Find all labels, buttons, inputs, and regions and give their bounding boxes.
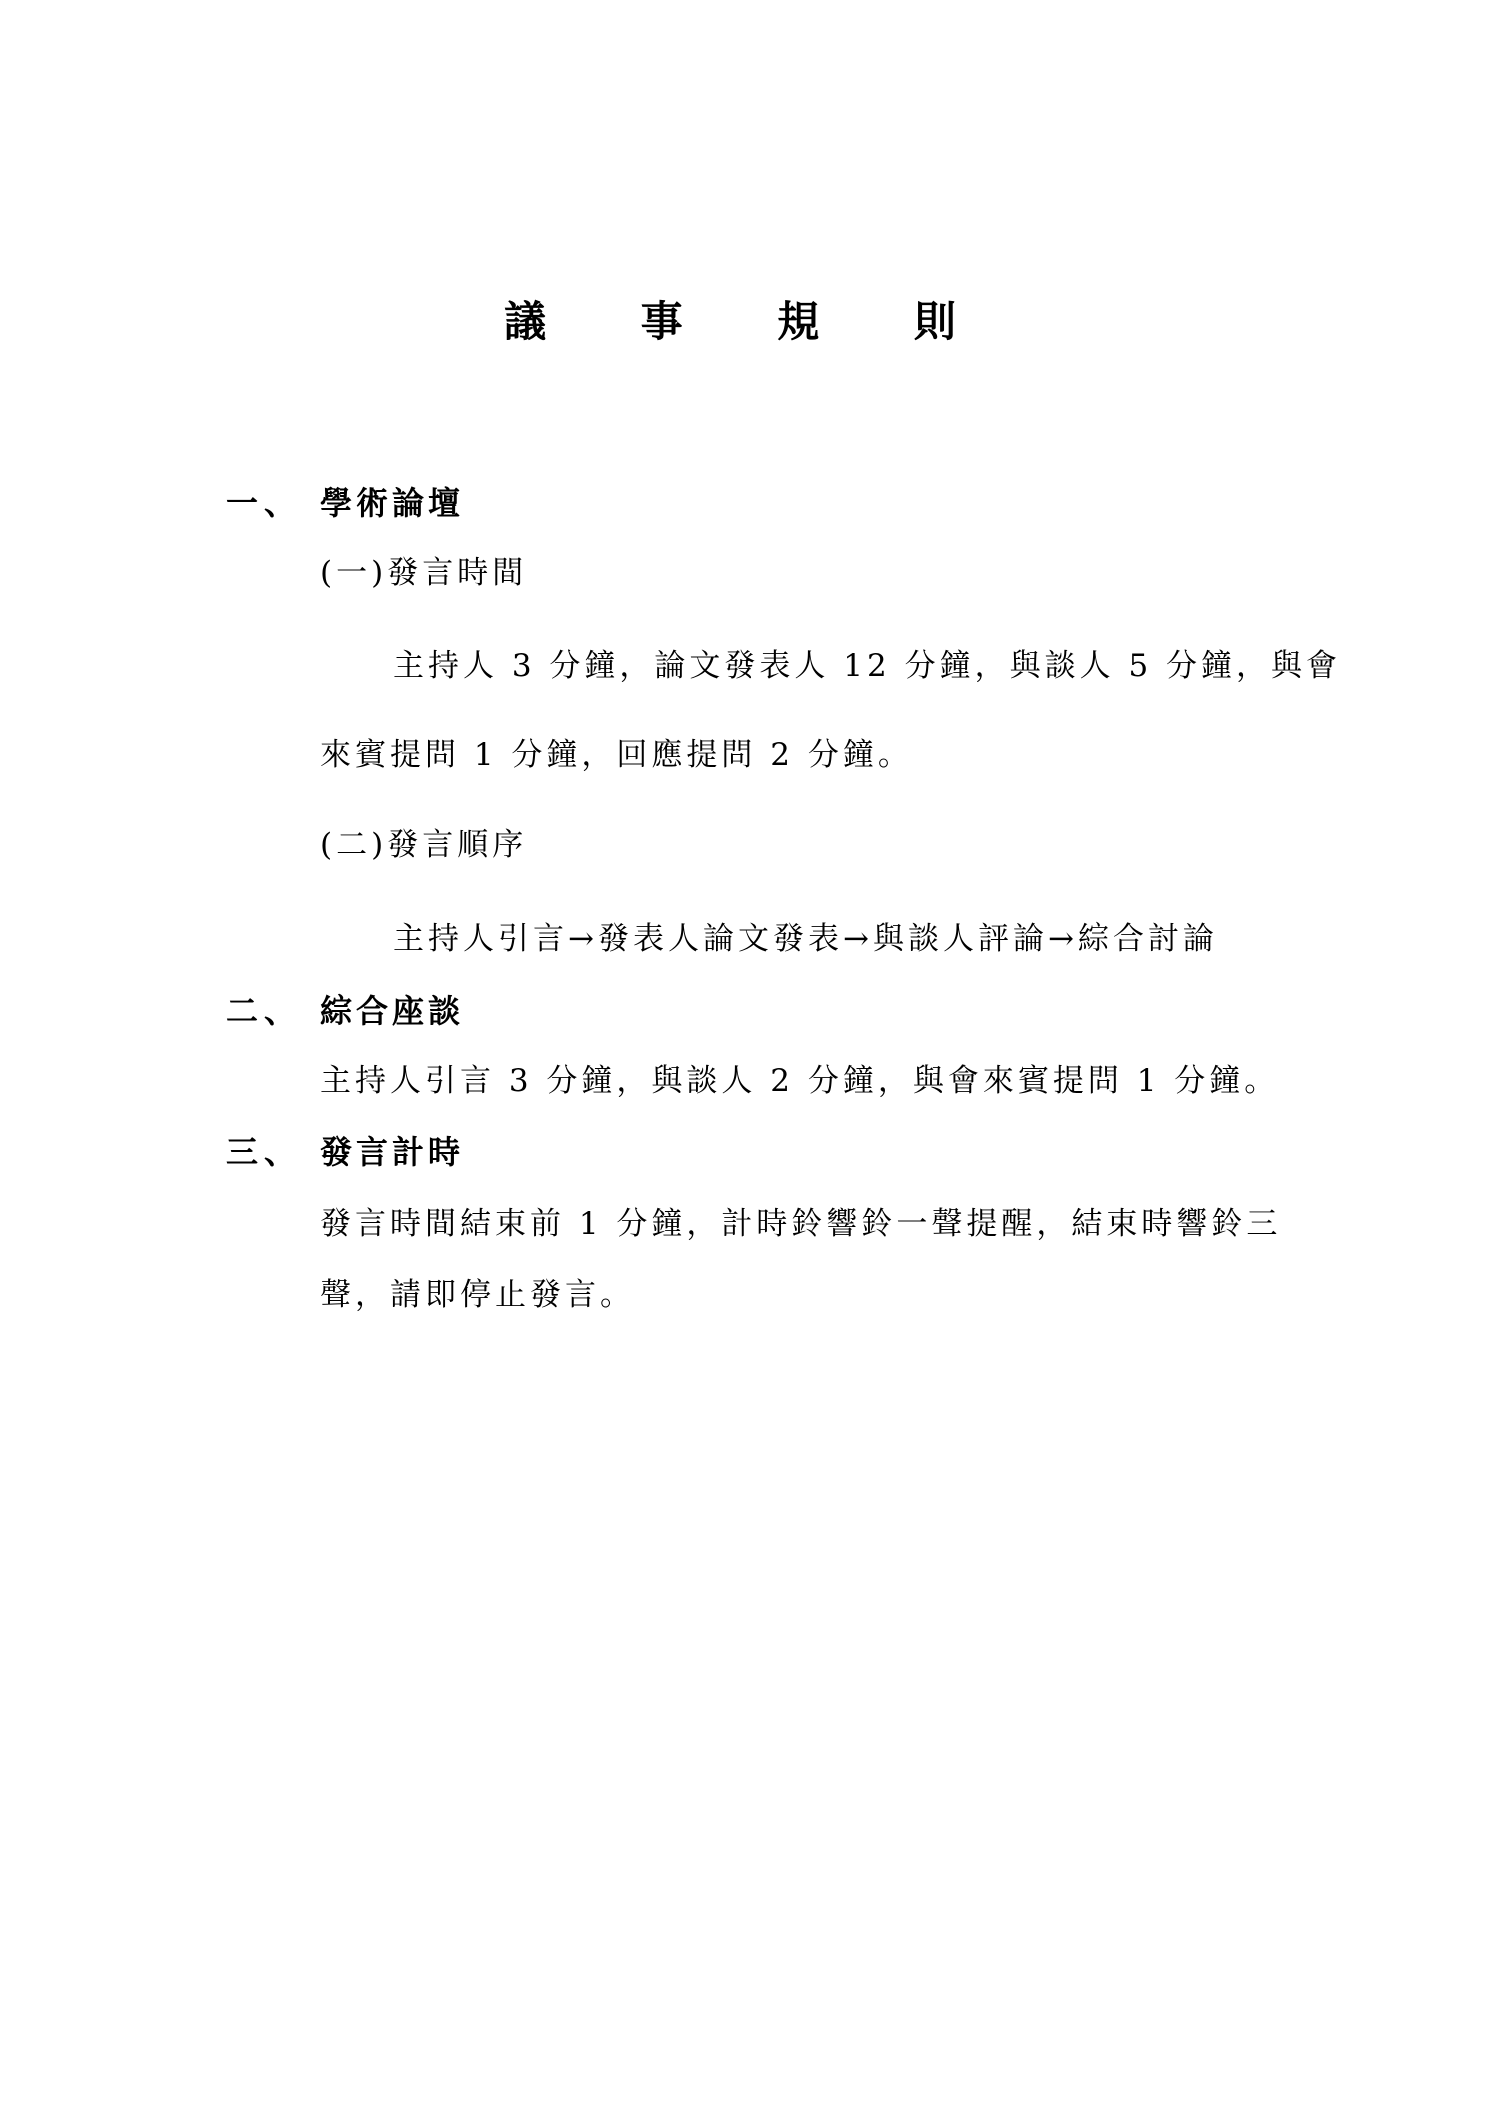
section-2-heading: 綜合座談 [320, 992, 465, 1030]
page-title: 議 事 規 則 [504, 297, 996, 346]
subsection-1-1-label: (一)發言時間 [320, 555, 528, 591]
section-1-heading: 學術論壇 [320, 484, 465, 522]
section-2-line-1: 主持人引言 3 分鐘，與談人 2 分鐘，與會來賓提問 1 分鐘。 [320, 1063, 1280, 1099]
section-3-line-1: 發言時間結束前 1 分鐘，計時鈴響鈴一聲提醒，結束時響鈴三 [320, 1206, 1282, 1242]
section-2-number: 二、 [226, 992, 303, 1030]
subsection-1-1-line-2: 來賓提問 1 分鐘，回應提問 2 分鐘。 [320, 737, 913, 773]
section-3-number: 三、 [226, 1133, 303, 1171]
section-3-heading: 發言計時 [320, 1133, 465, 1171]
subsection-1-1-line-1: 主持人 3 分鐘，論文發表人 12 分鐘，與談人 5 分鐘，與會 [393, 648, 1342, 684]
subsection-1-2-label: (二)發言順序 [320, 827, 528, 863]
section-3-line-2: 聲，請即停止發言。 [320, 1277, 635, 1313]
section-1-number: 一、 [226, 484, 303, 522]
subsection-1-2-line-1: 主持人引言→發表人論文發表→與談人評論→綜合討論 [393, 921, 1218, 957]
